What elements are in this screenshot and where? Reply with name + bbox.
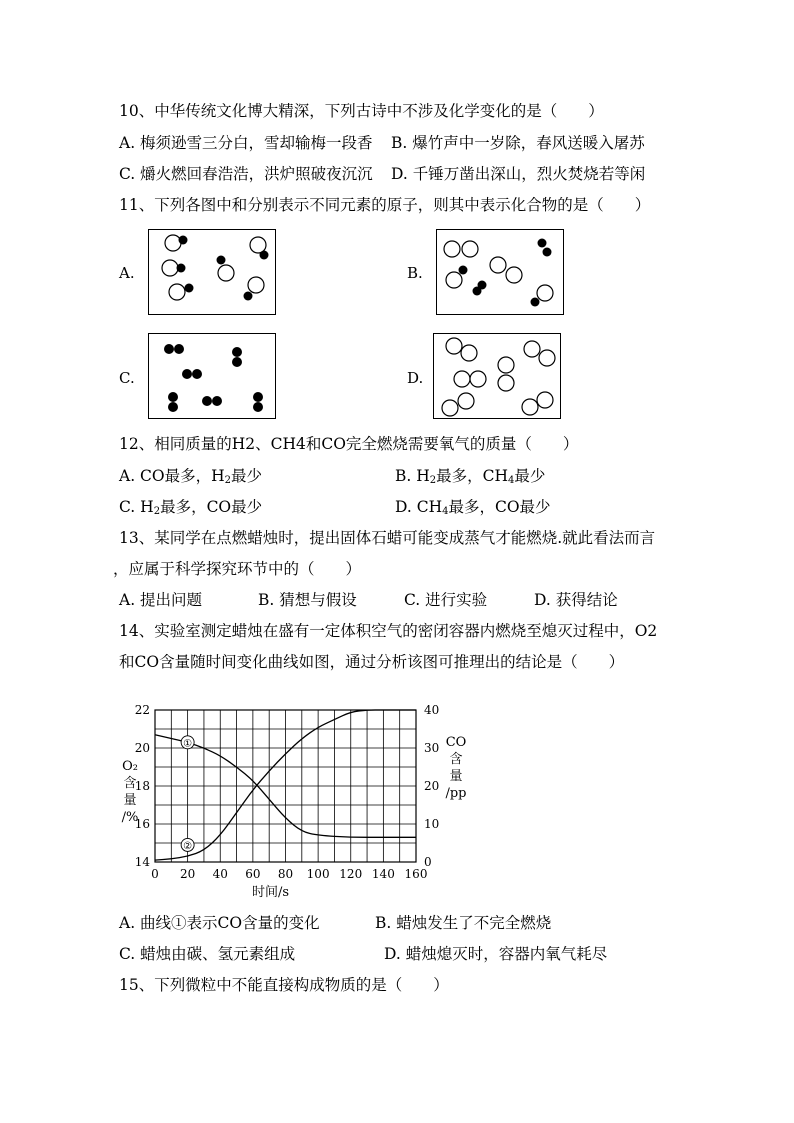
q11-figure-d [433,333,561,419]
q10-option-b: B. 爆竹声中一岁除，春风送暖入屠苏 [391,134,645,152]
q13-stem-line2: ，应属于科学探究环节中的（ ） [113,560,362,578]
q12-option-c: C. $H_2$最多，CO最少 [119,498,263,517]
q13-option-b: B. 猜想与假设 [258,591,357,609]
particle-diagram-c [149,334,275,418]
y-left-tick-label: 22 [134,703,150,717]
q10-option-a: A. 梅须逊雪三分白，雪却输梅一段香 [119,134,373,152]
y-left-axis-label: 含 [123,776,137,791]
x-tick-label: 80 [277,867,294,881]
y-left-axis-label: 量 [123,793,137,808]
q11-label-b: B. [407,264,423,282]
q12-option-d: D. $CH_4$最多，CO最少 [395,498,551,517]
q11-figure-c [148,333,276,419]
x-tick-label: 20 [179,867,196,881]
q10-stem: 10、中华传统文化博大精深，下列古诗中不涉及化学变化的是（ ） [119,102,604,120]
q14-option-d: D. 蜡烛熄灭时，容器内氧气耗尽 [384,945,608,963]
x-axis-label: 时间/s [251,885,290,900]
q14-option-b: B. 蜡烛发生了不完全燃烧 [375,914,552,932]
y-left-tick-label: 14 [134,855,150,869]
y-right-tick-label: 10 [424,817,440,831]
y-left-axis-label: /% [121,810,139,825]
y-left-tick-label: 16 [134,817,150,831]
y-left-axis-label: O₂ [122,759,138,774]
x-tick-label: 60 [245,867,261,881]
o2-co-chart [110,690,490,910]
y-right-tick-label: 0 [424,855,432,869]
q11-label-d: D. [407,369,424,387]
q13-option-a: A. 提出问题 [119,591,203,609]
q11-label-c: C. [119,369,135,387]
y-right-tick-label: 40 [424,703,440,717]
q14-option-c: C. 蜡烛由碳、氢元素组成 [119,945,296,963]
x-tick-label: 140 [371,867,395,881]
q14-stem-line2: 和CO含量随时间变化曲线如图，通过分析该图可推理出的结论是（ ） [119,653,625,671]
particle-diagram-a [149,230,275,314]
q12-option-b: B. $H_2$最多，$CH_4$最少 [395,467,546,486]
q11-figure-b [436,229,564,315]
y-right-axis-label: 量 [449,769,463,784]
x-tick-label: 120 [339,867,363,881]
x-tick-label: 100 [306,867,330,881]
q13-option-d: D. 获得结论 [534,591,618,609]
q14-option-a: A. 曲线①表示CO含量的变化 [119,914,320,932]
particle-diagram-d [434,334,560,418]
q12-stem: 12、相同质量的H2、CH4和CO完全燃烧需要氧气的质量（ ） [119,435,579,453]
q15-stem: 15、下列微粒中不能直接构成物质的是（ ） [119,976,449,994]
y-right-axis-label: /pp [445,786,467,801]
chart-ticks [135,703,440,881]
curve-marker-label: ① [183,738,193,750]
chart-grid [155,710,416,862]
curve-marker-label: ② [183,840,193,852]
x-tick-label: 40 [212,867,228,881]
q12-option-a: A. CO最多，$H_2$最少 [119,467,263,486]
y-right-tick-label: 30 [424,741,440,755]
x-tick-label: 160 [404,867,428,881]
y-left-tick-label: 18 [134,779,150,793]
particle-diagram-b [437,230,563,314]
y-right-axis-label: 含 [449,752,463,767]
q11-label-a: A. [119,264,135,282]
y-right-axis-label: CO [445,735,467,750]
y-right-tick-label: 20 [424,779,440,793]
q13-option-c: C. 进行实验 [404,591,488,609]
y-left-tick-label: 20 [134,741,150,755]
q13-stem-line1: 13、某同学在点燃蜡烛时，提出固体石蜡可能变成蒸气才能燃烧.就此看法而言 [119,529,656,547]
q10-option-c: C. 爝火燃回春浩浩，洪炉照破夜沉沉 [119,165,373,183]
q10-option-d: D. 千锤万凿出深山，烈火焚烧若等闲 [391,165,646,183]
q11-stem: 11、下列各图中和分别表示不同元素的原子，则其中表示化合物的是（ ） [119,196,651,214]
q11-figure-a [148,229,276,315]
x-tick-label: 0 [151,867,159,881]
q14-stem-line1: 14、实验室测定蜡烛在盛有一定体积空气的密闭容器内燃烧至熄灭过程中，O2 [119,622,658,640]
